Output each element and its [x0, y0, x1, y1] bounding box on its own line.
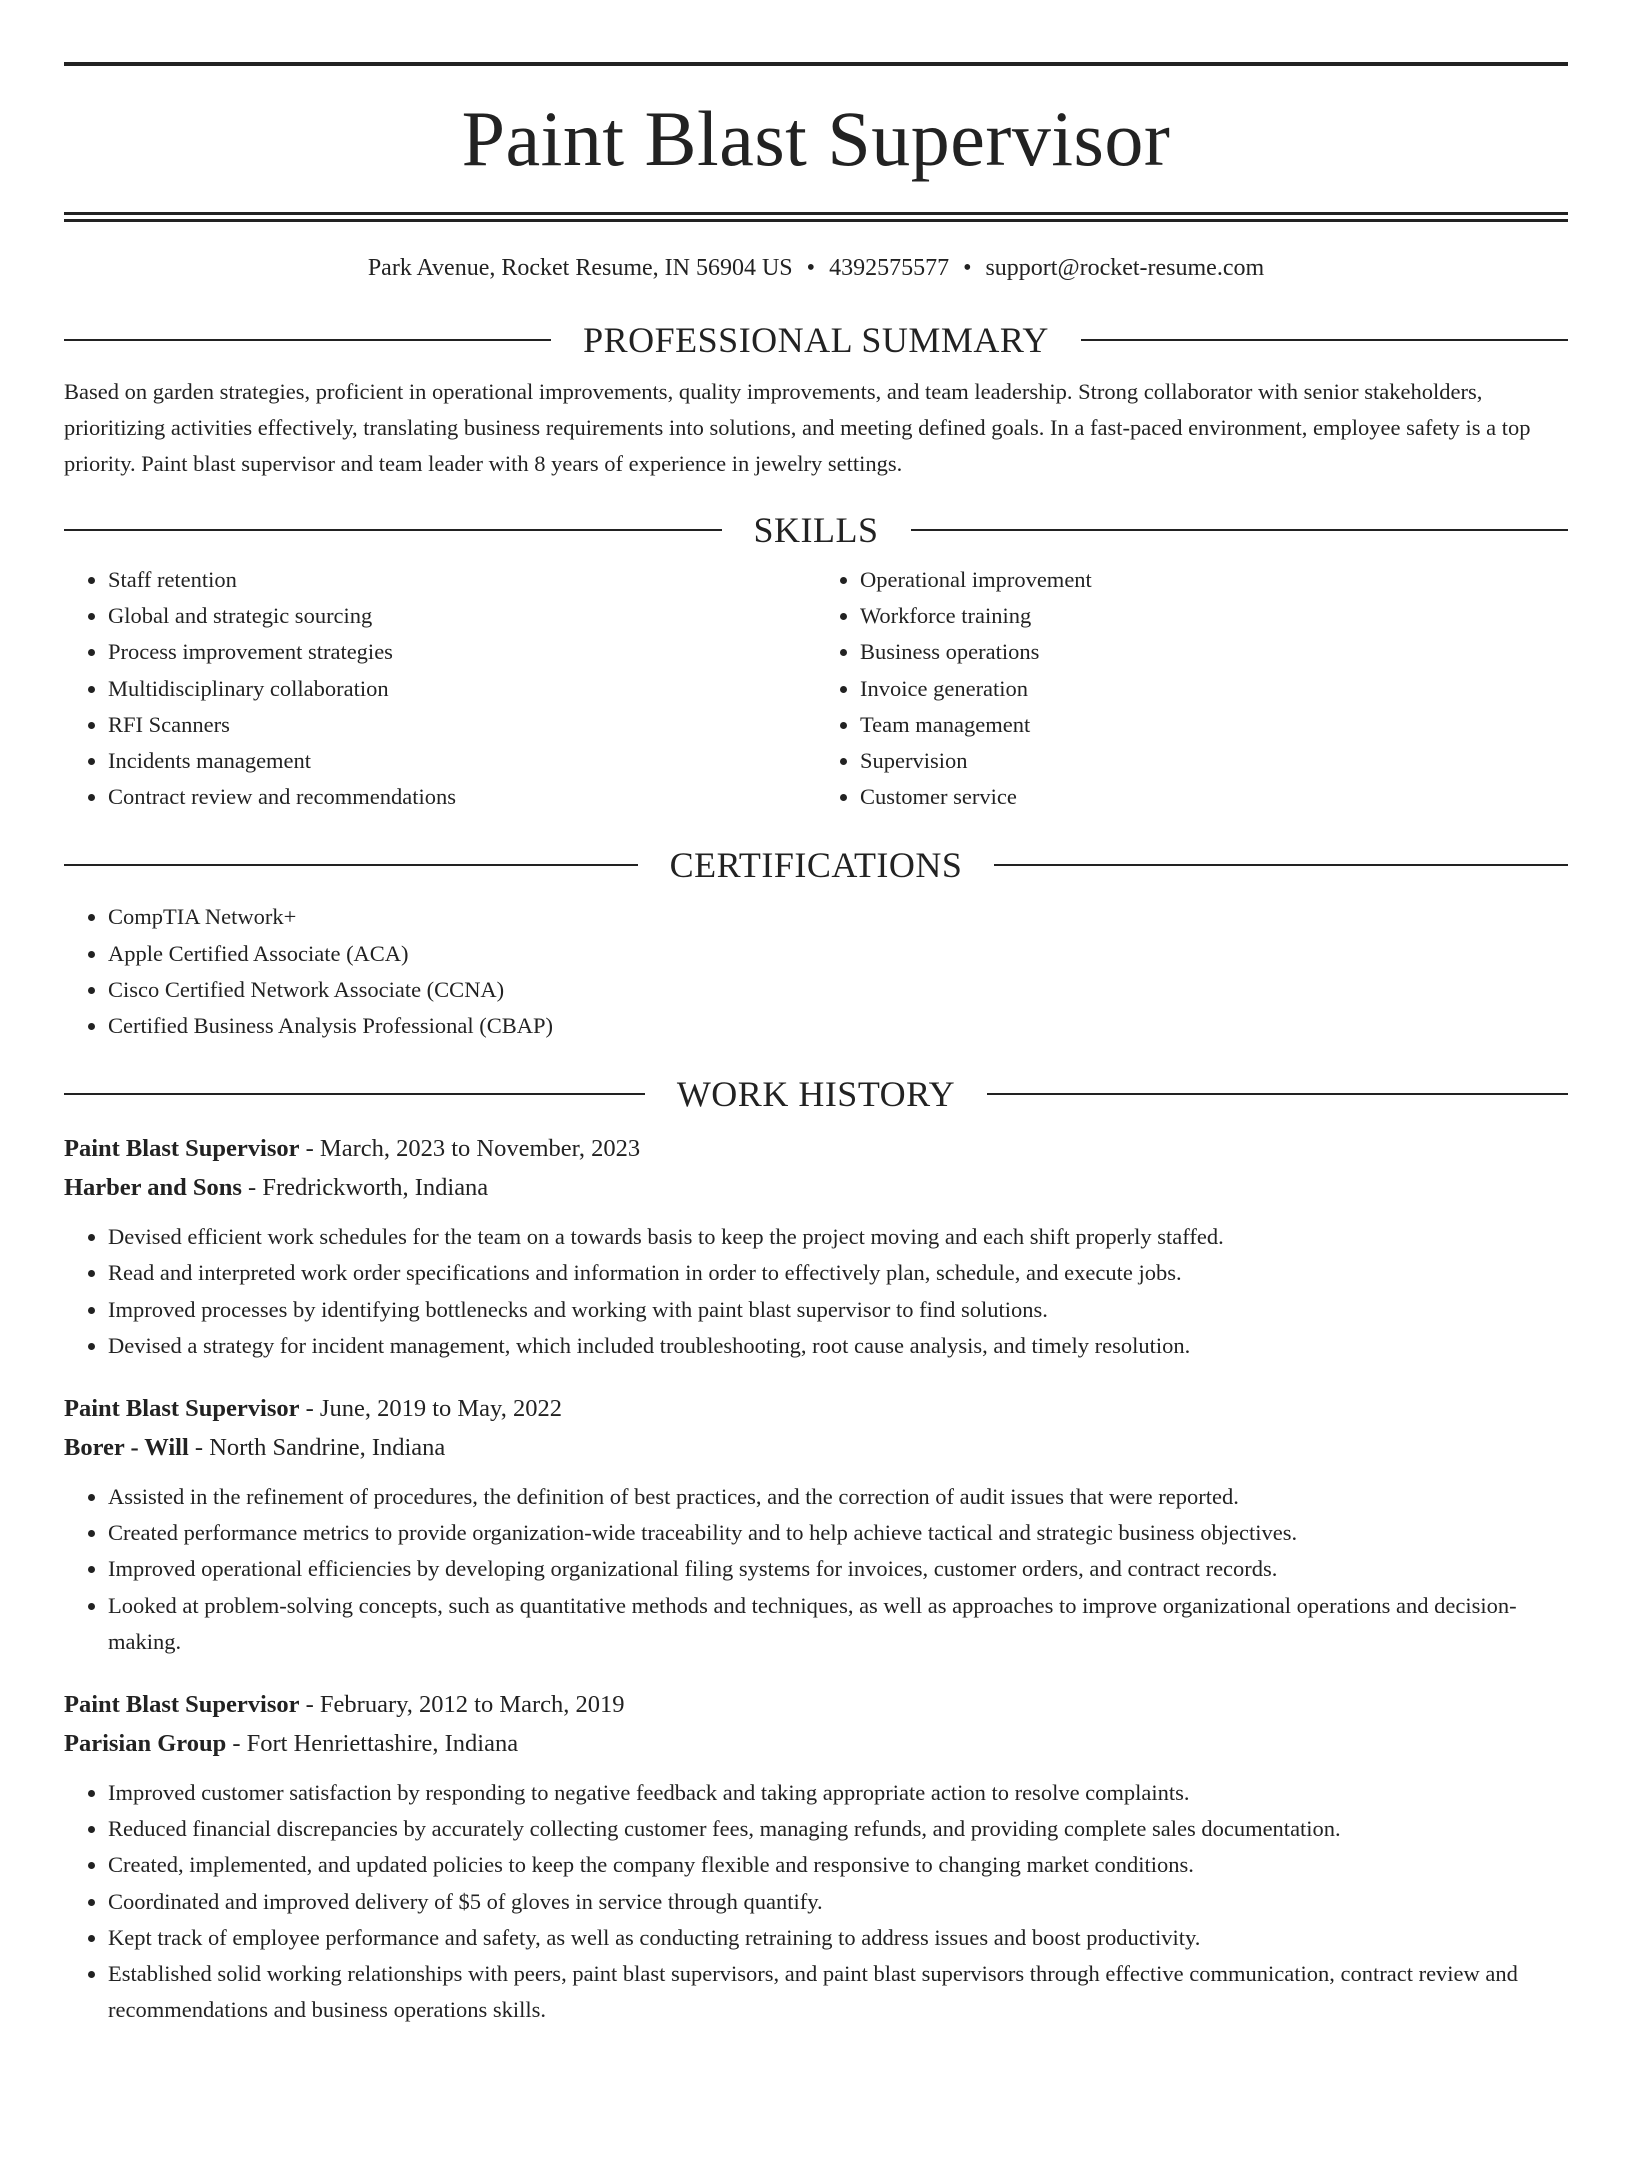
- skill-item: • Staff retention: [108, 562, 816, 598]
- certification-item: • CompTIA Network+: [108, 899, 1568, 935]
- section-title: PROFESSIONAL SUMMARY: [583, 320, 1049, 360]
- skill-item: • Workforce training: [860, 598, 1568, 634]
- job-company-line: [64, 1169, 1568, 1208]
- contact-line: [64, 252, 1568, 284]
- section-title: CERTIFICATIONS: [669, 845, 963, 886]
- job-title-line: [64, 1390, 1568, 1429]
- job-bullet: • Kept track of employee performance and safety, as well as conducting retraining to address issues and boost productivity.: [108, 1920, 1568, 1956]
- skills-column-right: [816, 562, 1568, 815]
- job-bullet: • Improved customer satisfaction by responding to negative feedback and taking appropriate action to resolve complaints.: [108, 1775, 1568, 1811]
- skill-item: • Supervision: [860, 743, 1568, 779]
- skill-item: • Multidisciplinary collaboration: [108, 671, 816, 707]
- skill-item: • Invoice generation: [860, 671, 1568, 707]
- job-bullets: [64, 1219, 1568, 1364]
- section-rule-left: [64, 529, 722, 531]
- section-rule-left: [64, 339, 551, 341]
- job-title-line: [64, 1130, 1568, 1169]
- skill-item: • Team management: [860, 707, 1568, 743]
- job-bullet: • Created, implemented, and updated policies to keep the company flexible and responsive to changing market conditions.: [108, 1847, 1568, 1883]
- header-double-rule: [64, 212, 1568, 222]
- job-bullet: • Read and interpreted work order specifications and information in order to effectively plan, schedule, and execute jobs.: [108, 1255, 1568, 1291]
- job-title: Paint Blast Supervisor: [64, 1691, 300, 1719]
- resume-name: Paint Blast Supervisor: [461, 95, 1171, 182]
- certification-item: • Certified Business Analysis Professional (CBAP): [108, 1008, 1568, 1044]
- work-history: [64, 1130, 1568, 2028]
- job-bullet: • Devised a strategy for incident management, which included troubleshooting, root cause analysis, and timely resolution.: [108, 1328, 1568, 1364]
- job-company-line: [64, 1725, 1568, 1764]
- job-bullet: • Established solid working relationships with peers, paint blast supervisors, and paint blast supervisors through effective communication, contract review and recommendations and business operations skills.: [108, 1956, 1568, 2028]
- job-bullet: • Improved operational efficiencies by developing organizational filing systems for invoices, customer orders, and contract records.: [108, 1551, 1568, 1587]
- job-bullet: • Devised efficient work schedules for the team on a towards basis to keep the project moving and each shift properly staffed.: [108, 1219, 1568, 1255]
- job-entry: [64, 1686, 1568, 2028]
- skill-item: • RFI Scanners: [108, 707, 816, 743]
- job-location: - Fredrickworth, Indiana: [241, 1173, 489, 1201]
- contact-address: Park Avenue, Rocket Resume, IN 56904 US: [367, 255, 793, 281]
- section-rule-right: [911, 529, 1569, 531]
- section-heading-skills: [64, 508, 1568, 552]
- contact-email: support@rocket-resume.com: [985, 255, 1265, 281]
- section-title: SKILLS: [753, 510, 879, 550]
- job-bullets: [64, 1479, 1568, 1660]
- job-bullet: • Looked at problem-solving concepts, such as quantitative methods and techniques, as well as approaches to improve organizational operations and decision-making.: [108, 1588, 1568, 1660]
- job-company: Parisian Group: [64, 1729, 227, 1757]
- skill-item: • Operational improvement: [860, 562, 1568, 598]
- certifications-bullets: [64, 899, 1568, 1044]
- contact-separator: •: [963, 255, 972, 281]
- job-dates: - June, 2019 to May, 2022: [299, 1395, 562, 1423]
- section-rule-right: [1081, 339, 1568, 341]
- skills-list: [64, 562, 1568, 815]
- job-company: Harber and Sons: [64, 1173, 242, 1201]
- job-bullet: • Improved processes by identifying bottlenecks and working with paint blast supervisor to find solutions.: [108, 1292, 1568, 1328]
- certification-item: • Cisco Certified Network Associate (CCNA): [108, 972, 1568, 1008]
- job-entry: [64, 1130, 1568, 1364]
- job-bullet: • Coordinated and improved delivery of $5 of gloves in service through quantify.: [108, 1884, 1568, 1920]
- certification-item: • Apple Certified Associate (ACA): [108, 936, 1568, 972]
- contact-phone: 4392575577: [829, 255, 950, 281]
- certifications-list: [64, 899, 1568, 1044]
- skill-item: • Global and strategic sourcing: [108, 598, 816, 634]
- job-title: Paint Blast Supervisor: [64, 1395, 300, 1423]
- section-heading-certifications: [64, 843, 1568, 887]
- section-heading-summary: [64, 318, 1568, 362]
- job-bullet: • Assisted in the refinement of procedures, the definition of best practices, and the correction of audit issues that were reported.: [108, 1479, 1568, 1515]
- job-dates: - March, 2023 to November, 2023: [299, 1135, 641, 1163]
- skill-item: • Incidents management: [108, 743, 816, 779]
- section-rule-right: [987, 1093, 1568, 1095]
- section-rule-left: [64, 1093, 645, 1095]
- header-top-rule: [64, 62, 1568, 66]
- job-location: - North Sandrine, Indiana: [188, 1433, 446, 1461]
- skills-right-list: [816, 562, 1568, 815]
- job-company: Borer - Will: [64, 1433, 189, 1461]
- resume-page: [0, 62, 1632, 2174]
- job-company-line: [64, 1429, 1568, 1468]
- job-bullet: • Created performance metrics to provide organization-wide traceability and to help achieve tactical and strategic business objectives.: [108, 1515, 1568, 1551]
- job-dates: - February, 2012 to March, 2019: [299, 1691, 625, 1719]
- job-bullet: • Reduced financial discrepancies by accurately collecting customer fees, managing refunds, and providing complete sales documentation.: [108, 1811, 1568, 1847]
- skill-item: • Process improvement strategies: [108, 634, 816, 670]
- job-bullets: [64, 1775, 1568, 2028]
- job-location: - Fort Henriettashire, Indiana: [226, 1729, 519, 1757]
- job-title: Paint Blast Supervisor: [64, 1135, 300, 1163]
- section-title: WORK HISTORY: [676, 1074, 956, 1115]
- summary-text: Based on garden strategies, proficient in operational improvements, quality improvements, and team leadership. Strong collaborator with senior stakeholders, prioritizing activities effectively, translating business requirements into solutions, and meeting defined goals. In a fast-paced environment, employee safety is a top priority. Paint blast supervisor and team leader with 8 years of experience in jewelry settings.: [64, 379, 1531, 476]
- contact-separator: •: [806, 255, 816, 281]
- section-heading-work-history: [64, 1072, 1568, 1116]
- job-title-line: [64, 1686, 1568, 1725]
- section-rule-left: [64, 864, 638, 866]
- skills-column-left: [64, 562, 816, 815]
- skill-item: • Customer service: [860, 779, 1568, 815]
- skill-item: • Business operations: [860, 634, 1568, 670]
- skills-left-list: [64, 562, 816, 815]
- section-rule-right: [994, 864, 1568, 866]
- skill-item: • Contract review and recommendations: [108, 779, 816, 815]
- job-entry: [64, 1390, 1568, 1660]
